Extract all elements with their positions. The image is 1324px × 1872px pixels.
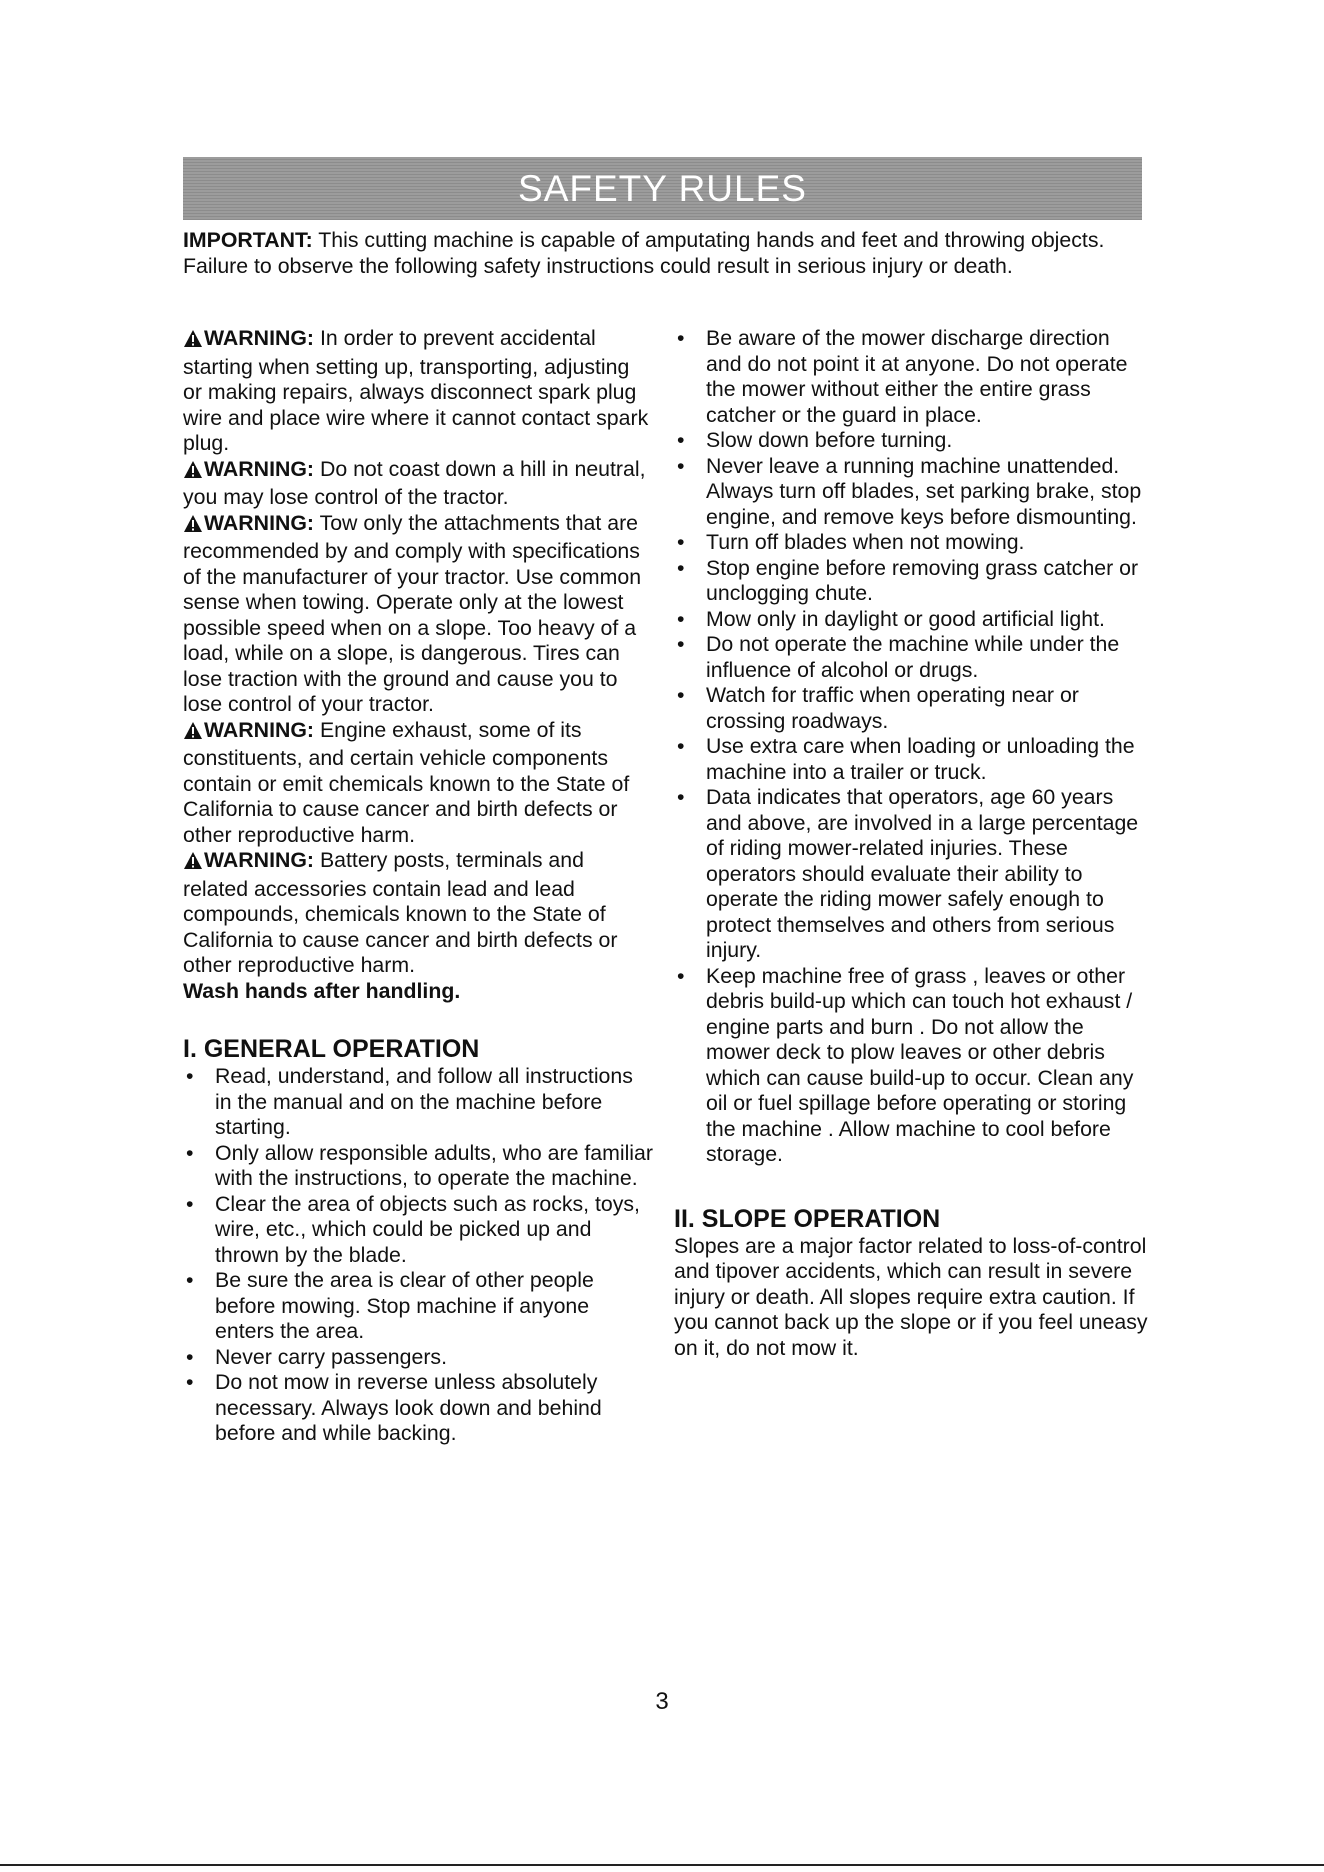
important-notice [183,228,1143,279]
list-item: • Be sure the area is clear of other people before mowing. Stop machine if anyone enters the area. [183,1268,653,1345]
warning-text: Do not coast down a hill in neutral, you may lose control of the tractor. [183,456,646,509]
warning-triangle-icon [183,329,203,355]
warning-triangle-icon [183,721,203,747]
important-text: This cutting machine is capable of amputating hands and feet and throwing objects. Failure to observe the following safety instructions could result in serious injury or death. [183,228,1105,278]
list-item: • Clear the area of objects such as rocks, toys, wire, etc., which could be picked up and thrown by the blade. [183,1192,653,1269]
warning-label: WARNING: [204,510,315,535]
warning-2 [183,457,653,511]
general-operation-heading: I. GENERAL OPERATION [183,1035,480,1063]
warning-text: In order to prevent accidental starting when setting up, transporting, adjusting or making repairs, always disconnect spark plug wire and place wire where it cannot contact spark plug. [183,326,649,455]
warning-triangle-icon [183,851,203,877]
warning-3 [183,511,653,718]
warning-label: WARNING: [204,848,315,872]
section-banner [183,157,1142,220]
list-item: • Turn off blades when not mowing. [674,530,1149,556]
general-operation-list-continued [674,326,1149,1168]
warning-triangle-icon [183,514,203,540]
list-item: • Only allow responsible adults, who are familiar with the instructions, to operate the machine. [183,1141,653,1192]
warning-4 [183,718,653,849]
list-item: • Read, understand, and follow all instructions in the manual and on the machine before starting. [183,1064,653,1141]
warning-text: Engine exhaust, some of its constituents, and certain vehicle components contain or emit chemicals known to the State of California to cause cancer and birth defects or other reproductive harm. [183,717,630,847]
list-item: • Do not mow in reverse unless absolutely necessary. Always look down and behind before and while backing. [183,1370,653,1447]
slope-operation-heading: II. SLOPE OPERATION [674,1204,941,1233]
list-item: • Keep machine free of grass , leaves or other debris build-up which can touch hot exhaust / engine parts and burn . Do not allow the mower deck to plow leaves or other debris which can cause build-up to occur. Clean any oil or fuel spillage before operating or storing the machine . Allow machine to cool before storage. [674,964,1149,1168]
list-item: • Do not operate the machine while under the influence of alcohol or drugs. [674,632,1149,683]
list-item: • Be aware of the mower discharge direction and do not point it at anyone. Do not operate the mower without either the entire grass catcher or the guard in place. [674,326,1149,428]
right-column [674,326,1149,1361]
list-item: • Stop engine before removing grass catcher or unclogging chute. [674,556,1149,607]
warning-text: Tow only the attachments that are recommended by and comply with specifications of the manufacturer of your tractor. Use common sense when towing. Operate only at the lowest possible speed when on a slope. Too heavy of a load, while on a slope, is dangerous. Tires can lose traction with the ground and cause you to lose control of your tractor. [183,510,642,716]
warning-label: WARNING: [204,326,315,350]
slope-operation-text: Slopes are a major factor related to loss-of-control and tipover accidents, which can result in severe injury or death. All slopes require extra caution. If you cannot back up the slope or if you feel uneasy on it, do not mow it. [674,1233,1148,1360]
list-item: • Never leave a running machine unattended. Always turn off blades, set parking brake, stop engine, and remove keys before dismounting. [674,454,1149,531]
warning-1 [183,326,653,457]
warning-5 [183,848,653,1004]
list-item: • Slow down before turning. [674,428,1149,454]
list-item: • Mow only in daylight or good artificial light. [674,607,1149,633]
banner-title: SAFETY RULES [518,167,807,209]
warning-label: WARNING: [204,717,315,742]
bottom-rule [0,1864,1324,1866]
warning-triangle-icon [183,460,203,486]
general-operation-list [183,1064,653,1447]
list-item: • Watch for traffic when operating near or crossing roadways. [674,683,1149,734]
page-number: 3 [655,1688,669,1715]
important-label: IMPORTANT: [183,228,313,252]
warning-text: Battery posts, terminals and related accessories contain lead and lead compounds, chemicals known to the State of California to cause cancer and birth defects or other reproductive harm. [183,848,618,977]
list-item: • Use extra care when loading or unloading the machine into a trailer or truck. [674,734,1149,785]
left-column [183,326,653,1447]
warning-label: WARNING: [204,456,315,481]
list-item: • Data indicates that operators, age 60 years and above, are involved in a large percentage of riding mower-related injuries. These operators should evaluate their ability to operate the riding mower safely enough to protect themselves and others from serious injury. [674,785,1149,964]
wash-hands-emphasis: Wash hands after handling. [183,978,461,1003]
list-item: • Never carry passengers. [183,1345,653,1371]
